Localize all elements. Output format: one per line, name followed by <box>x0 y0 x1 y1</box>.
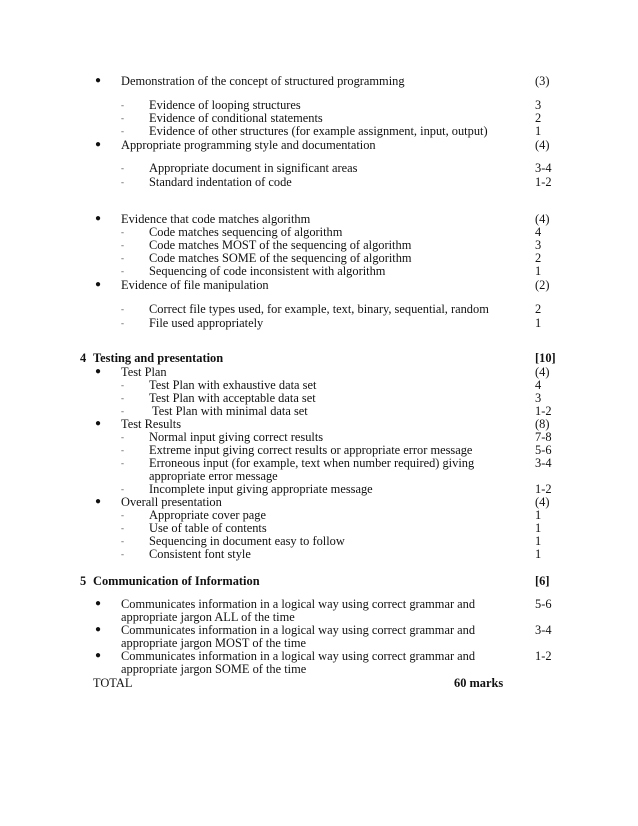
criterion-item: Evidence of other structures (for example assignment, input, output) <box>149 124 488 138</box>
criterion-item: Consistent font style <box>149 547 251 561</box>
criterion-item-continuation: appropriate jargon MOST of the time <box>121 636 307 650</box>
criterion-mark: (4) <box>535 365 550 379</box>
bullet-icon: ● <box>95 598 102 609</box>
criterion-item-continuation: appropriate jargon ALL of the time <box>121 610 295 624</box>
section-title: Communication of Information <box>93 574 260 588</box>
dash-icon: - <box>121 445 124 455</box>
item-mark: 2 <box>535 111 542 125</box>
section-number: 5 <box>80 574 87 588</box>
criterion-item: Code matches sequencing of algorithm <box>149 225 343 239</box>
criterion-item: File used appropriately <box>149 316 264 330</box>
dash-icon: - <box>121 177 124 187</box>
bullet-icon: ● <box>95 496 102 507</box>
criterion-item: Appropriate cover page <box>149 508 266 522</box>
item-mark: 1-2 <box>535 404 552 418</box>
item-mark: 5-6 <box>535 443 552 457</box>
criterion-item: Incomplete input giving appropriate message <box>149 482 373 496</box>
dash-icon: - <box>121 536 124 546</box>
dash-icon: - <box>121 406 124 416</box>
criterion-heading: Appropriate programming style and documentation <box>121 138 376 152</box>
criterion-mark: (8) <box>535 417 550 431</box>
dash-icon: - <box>121 484 124 494</box>
criterion-item: Appropriate document in significant areas <box>149 161 358 175</box>
dash-icon: - <box>121 432 124 442</box>
section-mark: [6] <box>535 574 550 588</box>
section-number: 4 <box>80 351 87 365</box>
criterion-item: Code matches MOST of the sequencing of algorithm <box>149 238 412 252</box>
criterion-item: Correct file types used, for example, text, binary, sequential, random <box>149 302 489 316</box>
criterion-mark: (4) <box>535 138 550 152</box>
dash-icon: - <box>121 227 124 237</box>
dash-icon: - <box>121 253 124 263</box>
dash-icon: - <box>121 240 124 250</box>
bullet-icon: ● <box>95 279 102 290</box>
section-mark: [10] <box>535 351 556 365</box>
item-mark: 1-2 <box>535 482 552 496</box>
item-mark: 2 <box>535 251 542 265</box>
criterion-item: Sequencing in document easy to follow <box>149 534 345 548</box>
dash-icon: - <box>121 523 124 533</box>
item-mark: 1-2 <box>535 649 552 663</box>
item-mark: 3 <box>535 98 542 112</box>
criterion-mark: (4) <box>535 212 550 226</box>
bullet-icon: ● <box>95 418 102 429</box>
criterion-item: Extreme input giving correct results or appropriate error message <box>149 443 473 457</box>
criterion-item: Standard indentation of code <box>149 175 292 189</box>
total-value: 60 marks <box>454 676 504 690</box>
item-mark: 3-4 <box>535 161 552 175</box>
criterion-heading: Overall presentation <box>121 495 222 509</box>
criterion-item: Erroneous input (for example, text when number required) giving <box>149 456 475 470</box>
item-mark: 1 <box>535 264 542 278</box>
item-mark: 3 <box>535 391 542 405</box>
item-mark: 1 <box>535 124 542 138</box>
item-mark: 1-2 <box>535 175 552 189</box>
item-mark: 3-4 <box>535 623 552 637</box>
bullet-icon: ● <box>95 366 102 377</box>
criterion-item: Test Plan with acceptable data set <box>149 391 316 405</box>
dash-icon: - <box>121 393 124 403</box>
criterion-item: Communicates information in a logical way using correct grammar and <box>121 597 476 611</box>
bullet-icon: ● <box>95 139 102 150</box>
criterion-item: Communicates information in a logical way using correct grammar and <box>121 649 476 663</box>
dash-icon: - <box>121 126 124 136</box>
item-mark: 2 <box>535 302 542 316</box>
criterion-item-continuation: appropriate jargon SOME of the time <box>121 662 307 676</box>
criterion-item: Normal input giving correct results <box>149 430 324 444</box>
item-mark: 1 <box>535 534 542 548</box>
bullet-icon: ● <box>95 75 102 86</box>
criterion-heading: Test Plan <box>121 365 167 379</box>
item-mark: 1 <box>535 547 542 561</box>
criterion-item: Test Plan with exhaustive data set <box>149 378 317 392</box>
dash-icon: - <box>121 113 124 123</box>
item-mark: 5-6 <box>535 597 552 611</box>
criterion-mark: (4) <box>535 495 550 509</box>
bullet-icon: ● <box>95 624 102 635</box>
item-mark: 4 <box>535 378 542 392</box>
item-mark: 1 <box>535 521 542 535</box>
item-mark: 7-8 <box>535 430 552 444</box>
criterion-item: Sequencing of code inconsistent with algorithm <box>149 264 386 278</box>
criterion-item: Code matches SOME of the sequencing of algorithm <box>149 251 412 265</box>
criterion-item: Evidence of conditional statements <box>149 111 323 125</box>
dash-icon: - <box>121 100 124 110</box>
criterion-heading: Evidence of file manipulation <box>121 278 269 292</box>
criterion-item: Evidence of looping structures <box>149 98 301 112</box>
section-title: Testing and presentation <box>93 351 224 365</box>
criterion-item-continuation: appropriate error message <box>149 469 278 483</box>
dash-icon: - <box>121 510 124 520</box>
criterion-mark: (3) <box>535 74 550 88</box>
bullet-icon: ● <box>95 650 102 661</box>
dash-icon: - <box>121 380 124 390</box>
criterion-item: Communicates information in a logical way using correct grammar and <box>121 623 476 637</box>
dash-icon: - <box>121 549 124 559</box>
dash-icon: - <box>121 304 124 314</box>
dash-icon: - <box>121 458 124 468</box>
criterion-item: Test Plan with minimal data set <box>152 404 308 418</box>
item-mark: 3 <box>535 238 542 252</box>
dash-icon: - <box>121 163 124 173</box>
criterion-mark: (2) <box>535 278 550 292</box>
dash-icon: - <box>121 266 124 276</box>
item-mark: 3-4 <box>535 456 552 470</box>
criterion-heading: Demonstration of the concept of structured programming <box>121 74 405 88</box>
total-label: TOTAL <box>93 676 133 690</box>
criterion-item: Use of table of contents <box>149 521 267 535</box>
bullet-icon: ● <box>95 213 102 224</box>
dash-icon: - <box>121 318 124 328</box>
item-mark: 1 <box>535 316 542 330</box>
criterion-heading: Test Results <box>121 417 182 431</box>
item-mark: 4 <box>535 225 542 239</box>
item-mark: 1 <box>535 508 542 522</box>
criterion-heading: Evidence that code matches algorithm <box>121 212 311 226</box>
